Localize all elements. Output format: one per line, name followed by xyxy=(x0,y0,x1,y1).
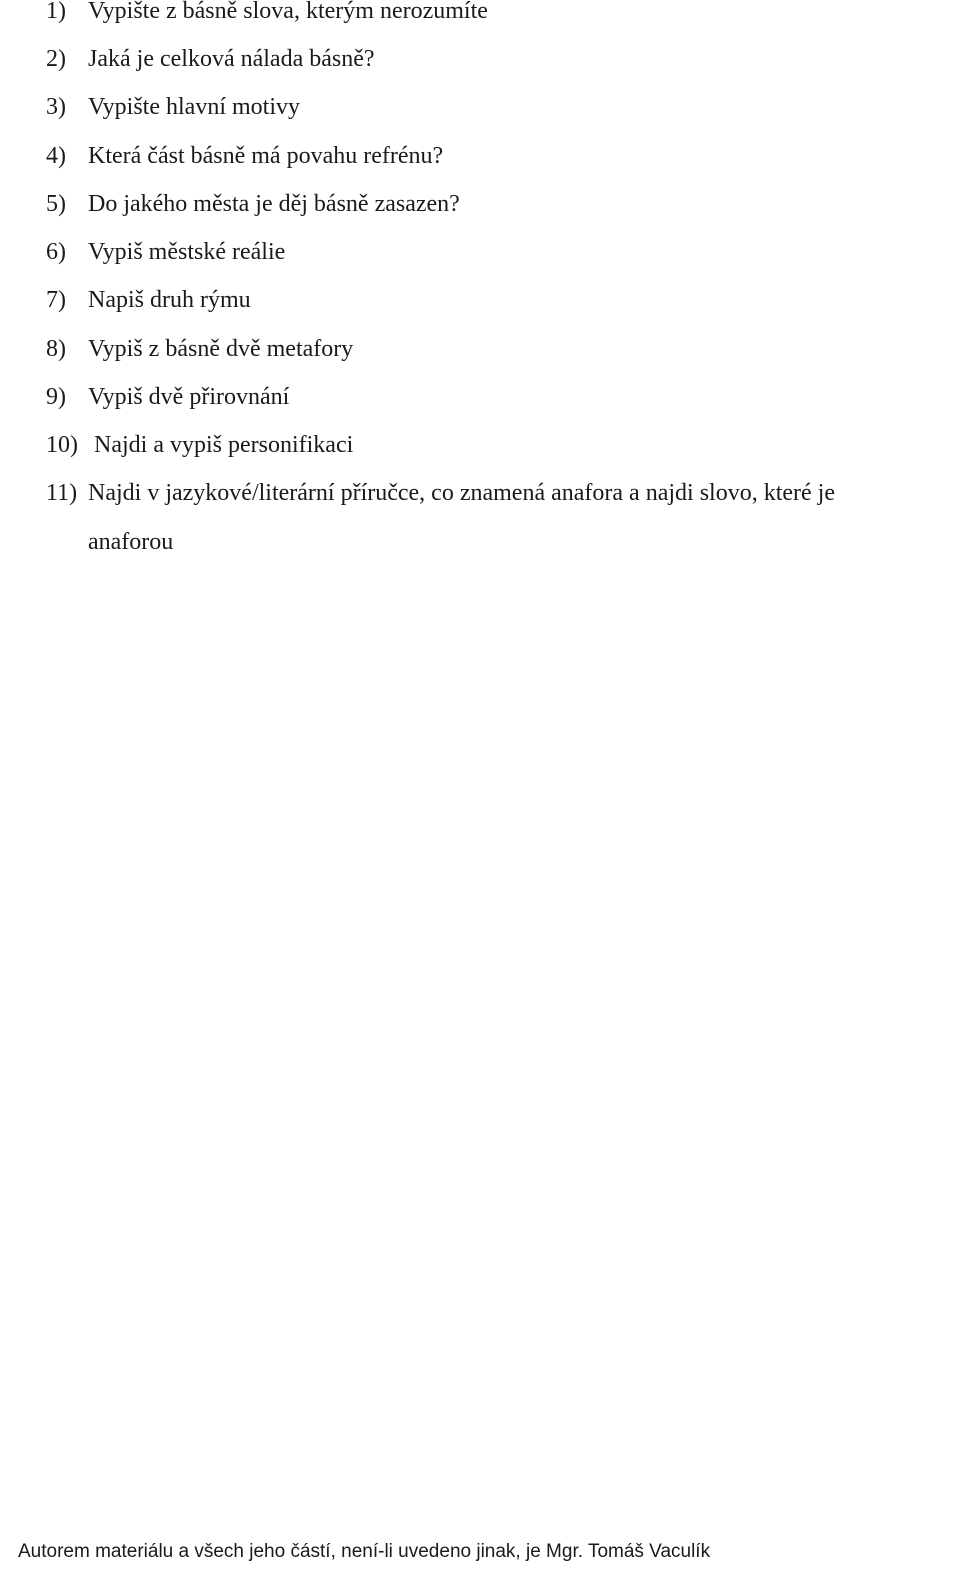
question-number: 5) xyxy=(46,191,66,217)
list-item xyxy=(0,0,960,38)
list-item xyxy=(0,143,960,183)
question-number: 7) xyxy=(46,287,66,313)
question-text: Jaká je celková nálada básně? xyxy=(88,46,375,72)
question-text: Najdi a vypiš personifikaci xyxy=(94,432,354,458)
list-item xyxy=(0,480,960,570)
question-number: 11) xyxy=(46,480,78,506)
question-text: Vypište z básně slova, kterým nerozumíte xyxy=(88,0,488,24)
question-text: Napiš druh rýmu xyxy=(88,287,251,313)
question-text: Najdi v jazykové/literární příručce, co znamená anafora a najdi slovo, které je xyxy=(88,480,835,506)
list-item xyxy=(0,94,960,134)
question-text: Do jakého města je děj básně zasazen? xyxy=(88,191,460,217)
question-text: Vypiš z básně dvě metafory xyxy=(88,336,354,362)
question-text-continuation: anaforou xyxy=(88,529,174,555)
list-item xyxy=(0,239,960,279)
list-item xyxy=(0,336,960,376)
question-text: Vypiš městské reálie xyxy=(88,239,286,265)
question-number: 2) xyxy=(46,46,66,72)
question-number: 10) xyxy=(46,432,78,458)
list-item xyxy=(0,191,960,231)
question-text: Vypiš dvě přirovnání xyxy=(88,384,290,410)
question-number: 6) xyxy=(46,239,66,265)
list-item xyxy=(0,46,960,86)
question-number: 9) xyxy=(46,384,66,410)
list-item xyxy=(0,432,960,472)
author-footer: Autorem materiálu a všech jeho částí, není-li uvedeno jinak, je Mgr. Tomáš Vaculík xyxy=(18,1541,711,1562)
question-number: 8) xyxy=(46,336,66,362)
list-item xyxy=(0,287,960,327)
question-number: 3) xyxy=(46,94,66,120)
list-item xyxy=(0,384,960,424)
question-number: 4) xyxy=(46,143,66,169)
question-number: 1) xyxy=(46,0,66,24)
question-text: Vypište hlavní motivy xyxy=(88,94,300,120)
question-text: Která část básně má povahu refrénu? xyxy=(88,143,444,169)
